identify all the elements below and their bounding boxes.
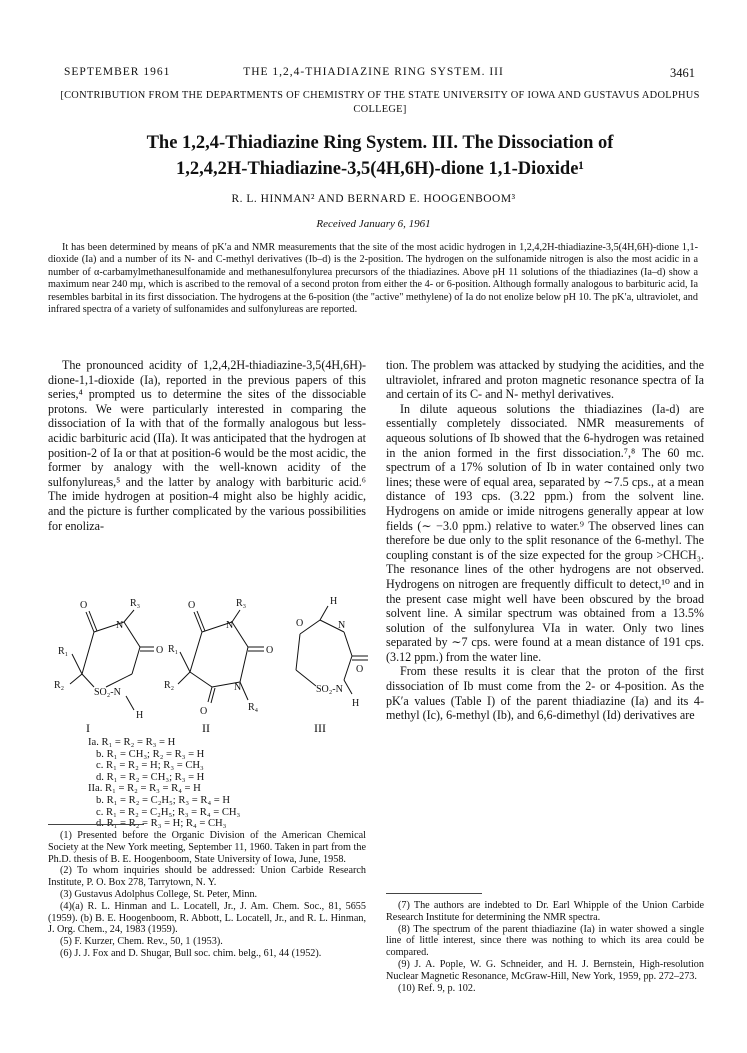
atom-h: H <box>136 710 144 721</box>
definition-line: d. R₁ = R₂ = R₃ = H; R₄ = CH₃ <box>96 818 227 830</box>
atom-r3: R₃ <box>236 598 247 609</box>
footnote: (4)(a) R. L. Hinman and L. Locatell, Jr., J. Am. Chem. Soc., 81, 5655 (1959). (b) B. E. Hoogenboom, R. Abbott, L. Locatell, Jr., and R. L. Hinman, J. Org. Chem., 24, 1983 (1959). <box>48 900 366 936</box>
atom-so2n: SO₂-N <box>94 687 121 698</box>
received-date: Received January 6, 1961 <box>316 218 431 230</box>
running-head-date: SEPTEMBER 1961 <box>64 66 171 78</box>
definition-line: b. R₁ = R₂ = C₂H₅; R₃ = R₄ = H <box>96 794 231 806</box>
paragraph: The pronounced acidity of 1,2,4,2H-thiadiazine-3,5(4H,6H)-dione-1,1-dioxide (Ia), reported in the previous papers of this series,⁴ prompted us to determine the sites of the dissociable protons. We were particularly interested in comparing the dissociation of Ia with that of the formally analogous but less-acidic barbituric acid (IIa). It was anticipated that the hydrogen at position-2 of Ia or that at position-6 would be the most acidic, the former by analogy with the well-known acidity of the sulfonylureas,⁵ and the latter by analogy with barbituric acid.⁶ The imide hydrogen at position-4 might also be highly acidic, and the picture is further complicated by the various possibilities for enoliza- <box>48 358 366 533</box>
footnote: (7) The authors are indebted to Dr. Earl Whipple of the Union Carbide Research Institute for determining the NMR spectra. <box>386 900 704 923</box>
paragraph: tion. The problem was attacked by studying the acidities, and the ultraviolet, infrared and proton magnetic resonance spectra of Ia and certain of its C- and N- methyl derivatives. <box>386 358 704 402</box>
atom-o: O <box>200 706 208 717</box>
atom-r3: R₃ <box>130 598 141 609</box>
atom-o: O <box>296 618 304 629</box>
atom-o: O <box>80 600 88 611</box>
atom-r4: R₄ <box>248 702 259 713</box>
column-right <box>386 358 704 723</box>
structure-label-ii: II <box>202 721 210 735</box>
definition-line: c. R₁ = R₂ = H; R₃ = CH₃ <box>96 760 204 772</box>
title-line-2: 1,2,4,2H-Thiadiazine-3,5(4H,6H)-dione 1,1-Dioxide¹ <box>176 159 584 179</box>
atom-n: N <box>338 620 346 631</box>
definition-line: b. R₁ = CH₃; R₂ = R₃ = H <box>96 748 205 760</box>
atom-so2n: SO₂-N <box>316 684 343 695</box>
running-head-title: THE 1,2,4-THIADIAZINE RING SYSTEM. III <box>243 66 504 78</box>
atom-n: N <box>234 682 242 693</box>
footnote: (8) The spectrum of the parent thiadiazine (Ia) in water showed a single line of little interest, since there was nothing to which its area could be compared. <box>386 923 704 959</box>
structure-label-i: I <box>86 721 90 735</box>
footnote-rule-right <box>386 893 482 894</box>
structure-diagram <box>52 592 372 737</box>
definition-line: Ia. R₁ = R₂ = R₃ = H <box>88 737 176 748</box>
atom-r2: R₂ <box>164 680 175 691</box>
substituent-definitions <box>88 737 240 830</box>
paragraph: In dilute aqueous solutions the thiadiazines (Ia-d) are essentially completely dissociated. NMR measurements of aqueous solutions of Ib showed that the 6-hydrogen was retained in the anion formed in the first dissociation.⁷,⁸ The 60 mc. spectrum of a 17% solution of Ib in water contained only two lines; these were of equal area, separated by ∼7.5 cps., at a mean distance of 193 cps. (3.22 ppm.) from the solvent line. Hydrogens on amide or imide nitrogens generally appear at low fields (∼ −3.0 ppm.) relative to water.⁹ The observed lines can therefore be due only to the split resonance of the 6-methyl. The coupling constant is of the size expected for the group >CHCH₃. The resonance lines of the other hydrogens are not observed. Hydrogens on nitrogen are frequently difficult to detect,¹⁰ and in the present case might well have been obscured by the broad solvent line. A similar spectrum was obtained from a 13.5% solution of the sulfonylurea VIa in water. Only two lines separated by ∼7 cps. were found at a mean distance of 191 cps. (3.12 ppm.) from the water line. <box>386 401 704 664</box>
atom-o: O <box>266 645 274 656</box>
footnote: (5) F. Kurzer, Chem. Rev., 50, 1 (1953). <box>60 936 223 948</box>
atom-h: H <box>352 698 360 709</box>
footnote: (1) Presented before the Organic Division of the American Chemical Society at the New York meeting, September 11, 1960. Taken in part from the Ph.D. thesis of B. E. Hoogenboom, State University of Iowa, June, 1958. <box>48 830 366 865</box>
footnote: (9) J. A. Pople, W. G. Schneider, and H. J. Bernstein, High-resolution Nuclear Magnetic Resonance, McGraw-Hill, New York, 1959, pp. 272–273. <box>386 958 704 982</box>
atom-n: N <box>116 620 124 631</box>
atom-n: N <box>226 620 234 631</box>
definition-line: c. R₁ = R₂ = C₂H₅; R₃ = R₄ = CH₃ <box>96 806 241 818</box>
abstract: It has been determined by means of pK′a and NMR measurements that the site of the most acidic hydrogen in 1,2,4,2H-thiadiazine-3,5(4H,6H)-dione 1,1-dioxide (Ia) and a number of its N- and C-methyl derivatives (Ib–d) is the 2-position. The hydrogen on the sulfonamide nitrogen is also the most acidic in a number of α-carbamylmethanesulfonamide and methanesulfonylurea precursors of the thiadiazines. Above pH 11 solutions of the thiadiazines (Ia–d) show a maximum near 240 mμ, which is ascribed to the removal of a second proton from either the 4- or 6-position. Although formally analogous to barbituric acid, Ia resembles barbital in its first dissociation. The hydrogens at the 6-position (the "active" methylene) of Ia do not enolize below pH 10. The pK′a, ultraviolet, and infrared spectra of a variety of sulfonamides and sulfonylureas are reported. <box>48 242 698 316</box>
title-line-1: The 1,2,4-Thiadiazine Ring System. III. The Dissociation of <box>146 133 614 153</box>
paragraph: From these results it is clear that the proton of the first dissociation of Ib must come from the 2- or 4-position. As the pK′a values (Table I) of the parent thiadiazine (Ia) and its 4-methyl (Ic), 6-methyl (Ib), and 6,6-dimethyl (Id) derivatives are <box>386 664 704 723</box>
atom-o: O <box>188 600 196 611</box>
atom-h: H <box>330 596 338 607</box>
column-left <box>48 358 366 533</box>
article-title <box>50 130 710 182</box>
page-number: 3461 <box>670 66 695 80</box>
footnote: (3) Gustavus Adolphus College, St. Peter, Minn. <box>60 888 258 900</box>
footnote-rule-left <box>48 824 144 825</box>
footnotes-left <box>48 830 366 960</box>
atom-r1: R₁ <box>168 644 179 655</box>
structure-label-iii: III <box>314 721 326 735</box>
authors: R. L. HINMAN² AND BERNARD E. HOOGENBOOM³ <box>231 193 516 205</box>
footnote: (10) Ref. 9, p. 102. <box>398 982 476 994</box>
atom-r2: R₂ <box>54 680 65 691</box>
atom-o: O <box>156 645 164 656</box>
footnotes-right <box>386 900 704 994</box>
atom-r1: R₁ <box>58 646 69 657</box>
footnote: (2) To whom inquiries should be addressed: Union Carbide Research Institute, P. O. Box 278, Tarrytown, N. Y. <box>48 865 366 889</box>
contribution-line: [CONTRIBUTION FROM THE DEPARTMENTS OF CHEMISTRY OF THE STATE UNIVERSITY OF IOWA AND GUSTAVUS ADOLPHUS COLLEGE] <box>60 90 700 115</box>
definition-line: IIa. R₁ = R₂ = R₃ = R₄ = H <box>88 783 201 795</box>
atom-o: O <box>356 664 364 675</box>
definition-line: d. R₁ = R₂ = CH₃; R₃ = H <box>96 771 205 783</box>
footnote: (6) J. J. Fox and D. Shugar, Bull soc. chim. belg., 61, 44 (1952). <box>60 947 322 959</box>
